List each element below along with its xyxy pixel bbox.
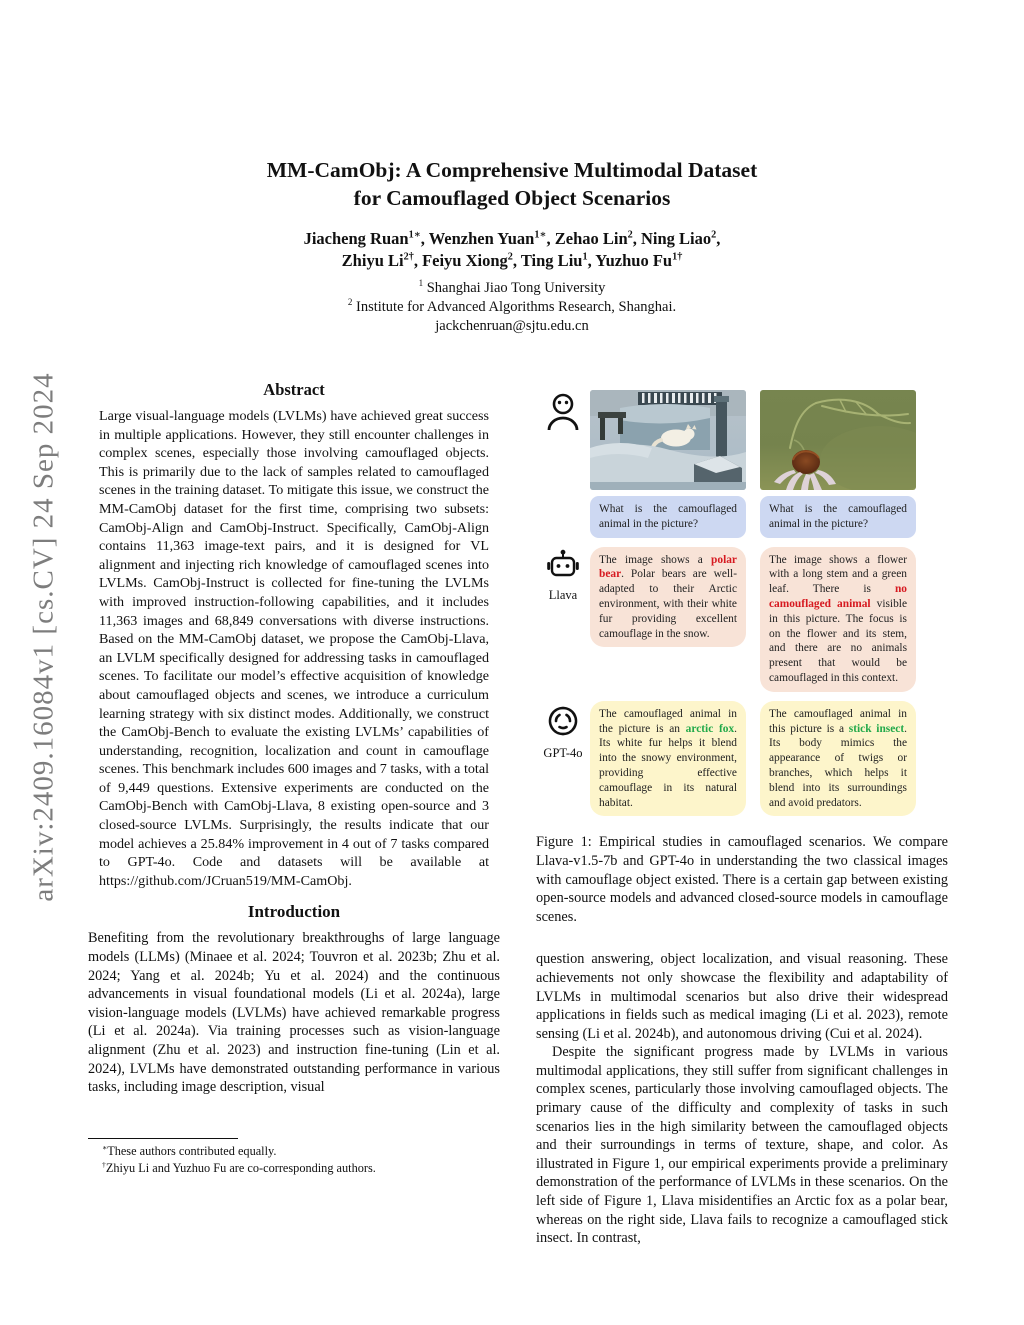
stick-insect-flower-image bbox=[760, 390, 916, 490]
author-line2: Zhiyu $Li^{2\dagger}$, Feiyu Xiong$^2$, Ting Liu$^1$, Yuzhuo $Fu^{1\dagger}$ bbox=[341, 251, 683, 270]
abstract-body: Large visual-language models (LVLMs) have achieved great success in multiple applications. However, they still encounter challenges in complex scenes, especially those involving camouflaged objects. This is primarily due to the lack of samples related to camouflaged scenes in the training dataset. To mitigate this issue, we construct the MM-CamObj dataset for the first time, comprising two subsets: CamObj-Align and CamObj-Instruct. Specifically, CamObj-Align contains 11,363 image-text pairs, and it is designed for VL alignment and injecting rich knowledge of camouflaged scenes into LVLMs. CamObj-Instruct is collected for fine-tuning the LVLMs with improved instruction-following capabilities, and it includes 11,363 images and 68,849 conversations with diverse instructions. Based on the MM-CamObj dataset, we propose the CamObj-Llava, an LVLM specifically designed for addressing tasks in camouflaged scenes. To facilitate our model’s effective acquisition of knowledge about camouflaged objects and scenes, we introduce a curriculum learning strategy with six distinct modes. Additionally, we construct the CamObj-Bench to evaluate the existing LVLMs’ capabilities of understanding, recognition, localization and count in camouflage scenes. This benchmark includes 600 images and 7 tasks, with a total of 9,449 questions. Extensive experiments are conducted on the CamObj-Bench with CamObj-Llava, 8 existing open-source and 3 closed-source LVLMs. Surprisingly, the results indicate that our model achieves a 25.84% improvement in 4 out of 7 tasks compared to GPT-4o. Code and datasets will be available at bbox=[99, 408, 489, 871]
paper-title-line1: MM-CamObj: A Comprehensive Multimodal Dataset bbox=[266, 158, 758, 182]
affiliation-line2: $^2$ Institute for Advanced Algorithms Research, Shanghai. bbox=[347, 297, 677, 315]
gpt-answer-left: The camouflaged animal in the picture is an arctic fox. Its white fur helps it blend into the snowy environment, providing effective camouflage in its natural habitat. bbox=[590, 701, 746, 817]
question-bubble-left: What is the camouflaged animal in the picture? bbox=[590, 496, 746, 538]
arxiv-watermark: arXiv:2409.16084v1 [cs.CV] 24 Sep 2024 bbox=[27, 372, 60, 902]
paper-header bbox=[0, 156, 1024, 336]
left-column bbox=[88, 380, 500, 1132]
gpt-answer-right: The camouflaged animal in this picture is a stick insect. Its body mimics the appearance of twigs or branches, which helps it blend into its surroundings and avoid predators. bbox=[760, 701, 916, 817]
right-paragraph-1: question answering, object localization, and visual reasoning. These achievements not only showcase the flexibility and adaptability of LVLMs in multimodal scenarios but also drive their widespread applications in fields such as medical imaging (Li et al. 2023), remote sensing (Li et al. 2024b), and autonomous driving (Cui et al. 2024). bbox=[536, 951, 948, 1042]
llava-answer-right: The image shows a flower with a long stem and a green leaf. There is no camouflaged animal visible in this picture. The focus is on the flower and its stem, and there are no animals present that would be camouflaged in this context. bbox=[760, 547, 916, 692]
question-bubble-right: What is the camouflaged animal in the picture? bbox=[760, 496, 916, 538]
figure-1 bbox=[536, 390, 948, 926]
paper-title bbox=[0, 156, 1024, 212]
arctic-fox-snow-image bbox=[590, 390, 746, 490]
figure-caption: Figure 1: Empirical studies in camouflaged scenarios. We compare Llava-v1.5-7b and GPT-4o in understanding the two classical images with camouflage object existed. There is a certain gap between existing open-source models and advanced closed-source models in camouflage scenes. bbox=[536, 834, 948, 925]
user-icon bbox=[536, 390, 590, 432]
introduction-paragraph: Benefiting from the revolutionary breakthroughs of large language models (LLMs) (Minaee et al. 2024; Touvron et al. 2023b; Zhu et al. 2024; Yang et al. 2024b; Yu et al. 2024) and the continuous advancements in visual foundational models (Li et al. 2024a), large vision-language models (LVLMs) have achieved remarkable progress (Li et al. 2024a). Via training processes such as vision-language alignment (Zhu et al. 2023) and instruction fine-tuning (Lin et al. 2024), LVLMs have demonstrated outstanding performance in various tasks, including image description, visual bbox=[88, 930, 500, 1096]
gpt-label: GPT-4o bbox=[543, 745, 583, 760]
introduction-heading: Introduction bbox=[247, 902, 341, 922]
author-list bbox=[0, 228, 1024, 272]
affiliations bbox=[0, 279, 1024, 336]
author-line1: Jiacheng Ruan$^{1∗}$, Wenzhen Yuan$^{1∗}$, Zehao Lin$^2$, Ning Liao$^2$, bbox=[303, 229, 721, 248]
footnote-equal-contribution: ∗These authors contributed equally. bbox=[102, 1142, 277, 1158]
abstract-text bbox=[99, 407, 489, 890]
contact-email: jackchenruan@sjtu.edu.cn bbox=[435, 318, 589, 334]
right-column bbox=[536, 390, 948, 1248]
github-link[interactable]: https://github.com/JCruan519/MM-CamObj. bbox=[99, 872, 352, 889]
llava-row bbox=[536, 547, 948, 692]
gpt-row bbox=[536, 701, 948, 817]
footnotes bbox=[88, 1138, 500, 1176]
affiliation-line1: $^1$ Shanghai Jiao Tong University bbox=[418, 278, 606, 296]
question-row bbox=[536, 496, 948, 538]
footnote-corresponding: †Zhiyu Li and Yuzhuo Fu are co-corresponding authors. bbox=[102, 1159, 376, 1175]
llava-answer-left: The image shows a polar bear. Polar bears are well-adapted to their Arctic environment, with their white fur providing excellent camouflage in the snow. bbox=[590, 547, 746, 648]
abstract-heading: Abstract bbox=[263, 380, 325, 399]
figure-images-row bbox=[536, 390, 948, 490]
paper-title-line2: for Camouflaged Object Scenarios bbox=[353, 186, 671, 210]
llava-label: Llava bbox=[548, 587, 578, 602]
footnote-rule bbox=[88, 1138, 238, 1139]
robot-icon bbox=[545, 549, 581, 586]
right-paragraph-2: Despite the significant progress made by LVLMs in various multimodal applications, they still suffer from significant challenges in complex scenes, particularly those involving camouflaged objects. The primary cause of the difficulty and complexity of tasks in such scenarios lies in the high similarity between the camouflaged objects and their surroundings in terms of texture, shape, and color. As illustrated in Figure 1, our empirical experiments provide a preliminary demonstration of the performance of LVLMs in these scenarios. On the left side of Figure 1, Llava misidentifies an Arctic fox as a polar bear, whereas on the right side, Llava fails to recognize a camouflaged stick insect. In contrast, bbox=[536, 1044, 948, 1247]
openai-icon bbox=[545, 703, 581, 744]
